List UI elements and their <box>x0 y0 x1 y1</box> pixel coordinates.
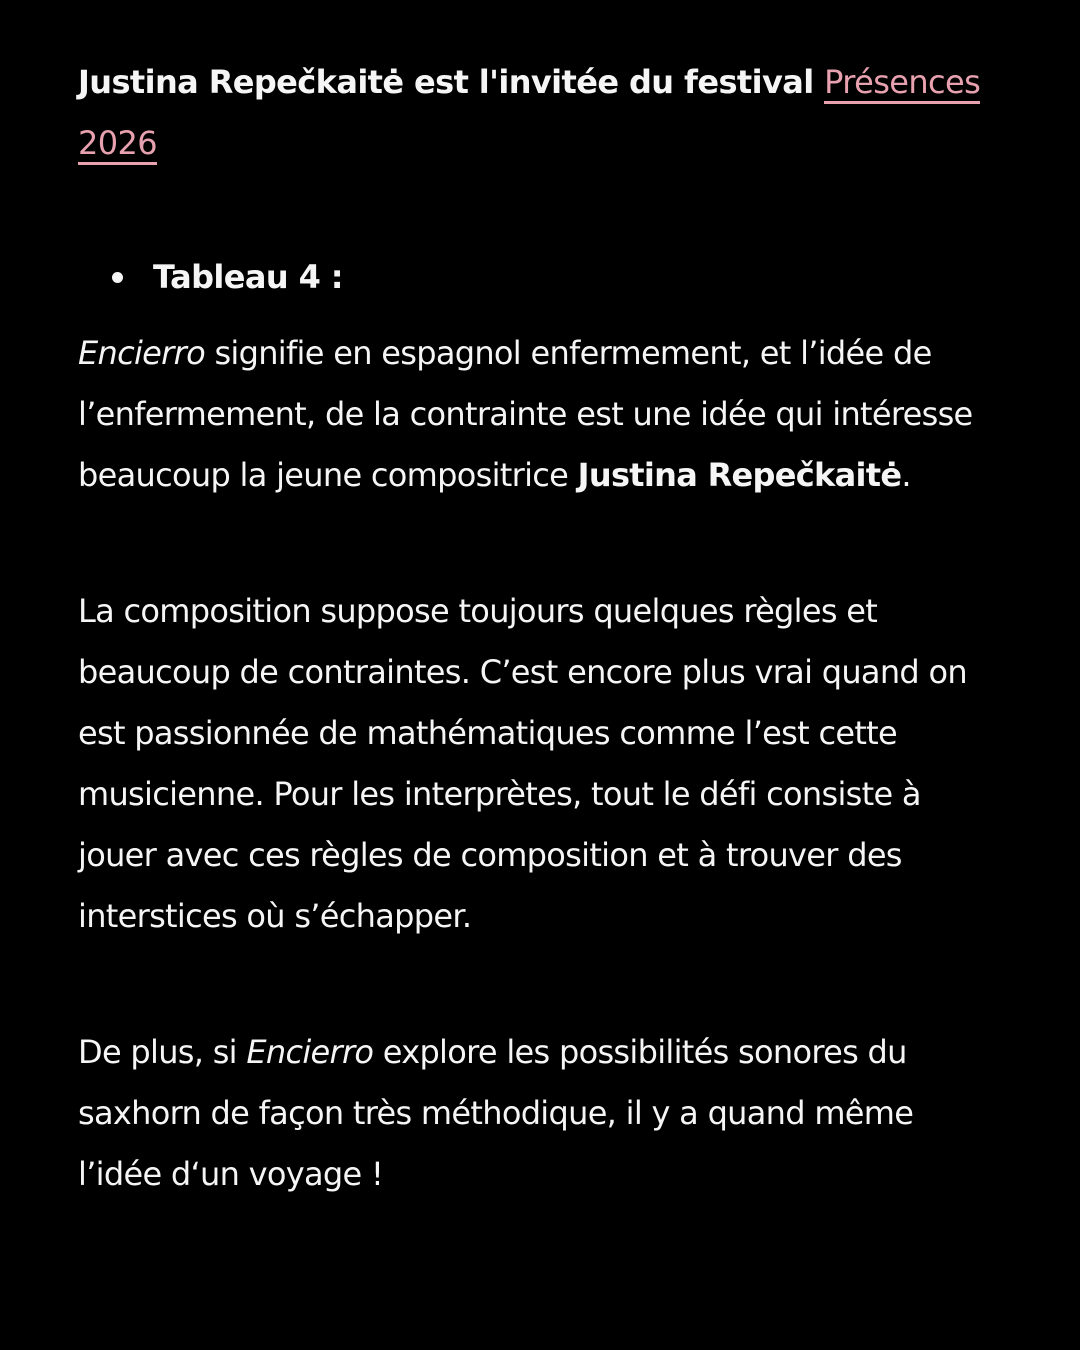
paragraph-text-end: . <box>901 456 911 494</box>
bullet-list <box>78 258 990 296</box>
festival-link[interactable]: Présences 2026 <box>78 63 980 165</box>
italic-term: Encierro <box>78 334 205 372</box>
list-item-label: Tableau 4 : <box>153 258 343 296</box>
paragraph-text: De plus, si <box>78 1033 247 1071</box>
italic-term: Encierro <box>246 1033 374 1071</box>
paragraph-voyage <box>78 1022 990 1205</box>
paragraph-text-end: explore les possibilités sonores du saxhorn de façon très méthodique, il y a quand même l’idée d‘un voyage ! <box>78 1033 914 1193</box>
article-heading <box>78 52 990 174</box>
paragraph-encierro-meaning <box>78 323 990 506</box>
list-item <box>112 258 990 296</box>
paragraph-text: La composition suppose toujours quelques règles et beaucoup de contraintes. C’est encore plus vrai quand on est passionnée de mathématiques comme l’est cette musicienne. Pour les interprètes, tout le défi consiste à jouer avec ces règles de composition et à trouver des interstices où s’échapper. <box>78 592 967 935</box>
heading-text: Justina Repečkaitė est l'invitée du festival <box>78 63 825 101</box>
composer-name: Justina Repečkaitė <box>577 456 902 494</box>
paragraph-composition <box>78 581 990 947</box>
bullet-dot-icon <box>112 272 123 283</box>
paragraph-text: signifie en espagnol enfermement, et l’idée de l’enfermement, de la contrainte est une idée qui intéresse beaucoup la jeune compositrice <box>78 334 973 494</box>
